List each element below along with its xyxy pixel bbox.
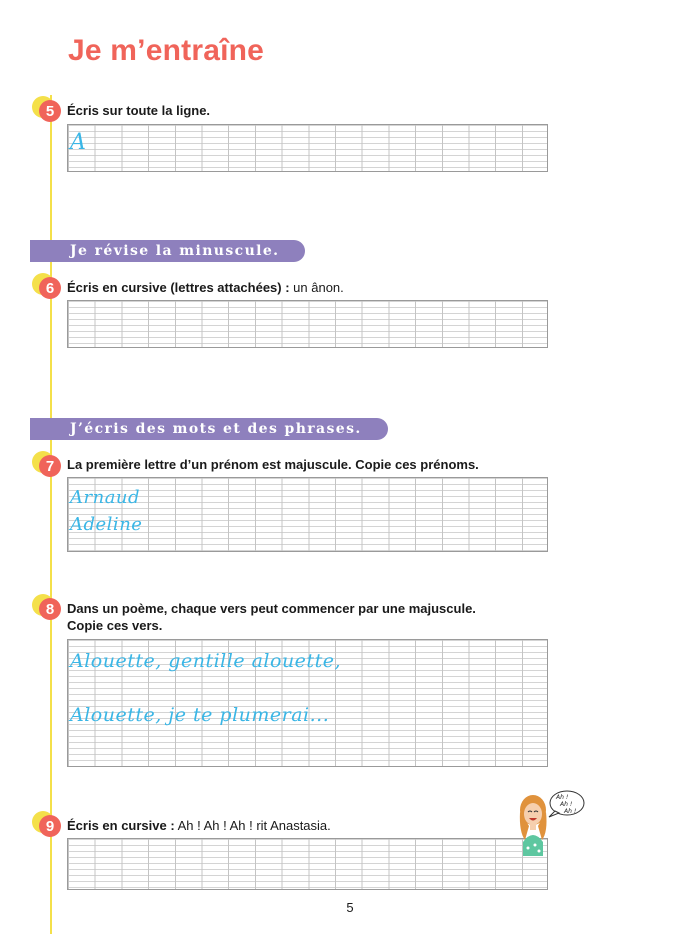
speech-bubble-text-2: Ah ! xyxy=(560,801,573,808)
margin-line xyxy=(50,95,52,934)
exercise-7-badge: 7 xyxy=(39,455,61,477)
exercise-6-instruction-text: un ânon. xyxy=(289,280,344,295)
exercise-9-instruction-text: Ah ! Ah ! Ah ! rit Anastasia. xyxy=(174,818,331,833)
exercise-8-model-verse-1: Alouette, gentille alouette, xyxy=(70,650,341,672)
exercise-9-writing-grid[interactable] xyxy=(67,838,548,890)
exercise-9-instruction-bold: Écris en cursive : xyxy=(67,818,175,833)
page-number: 5 xyxy=(346,900,354,915)
exercise-8-instruction-line-1: Dans un poème, chaque vers peut commencer par une majuscule. xyxy=(67,601,476,616)
speech-bubble-text-3: Ah ! xyxy=(564,808,577,815)
exercise-7-model-word-2: Adeline xyxy=(70,514,143,535)
page-title: Je m’entraîne xyxy=(68,34,265,67)
exercise-5-badge-wrap xyxy=(39,100,61,122)
girl-laughing-illustration xyxy=(515,790,590,856)
exercise-9-instruction xyxy=(67,817,331,834)
section-band-mots-phrases: J’écris des mots et des phrases. xyxy=(30,418,388,440)
exercise-5-model-letter: A xyxy=(70,130,87,155)
exercise-6-badge-wrap xyxy=(39,277,61,299)
exercise-7-instruction-bold: La première lettre d’un prénom est majuscule. Copie ces prénoms. xyxy=(67,457,479,472)
exercise-6-instruction xyxy=(67,279,344,296)
exercise-8-model-verse-2: Alouette, je te plumerai... xyxy=(70,704,330,726)
exercise-6-writing-grid[interactable] xyxy=(67,300,548,348)
exercise-5-writing-grid[interactable] xyxy=(67,124,548,172)
speech-bubble-text-1: Ah ! xyxy=(556,794,569,801)
exercise-9-badge-wrap xyxy=(39,815,61,837)
section-band-minuscule: Je révise la minuscule. xyxy=(30,240,305,262)
exercise-8-badge-wrap xyxy=(39,598,61,620)
exercise-6-badge: 6 xyxy=(39,277,61,299)
exercise-7-badge-wrap xyxy=(39,455,61,477)
exercise-8-badge: 8 xyxy=(39,598,61,620)
exercise-9-badge: 9 xyxy=(39,815,61,837)
exercise-8-instruction-line-2: Copie ces vers. xyxy=(67,618,163,633)
exercise-5-badge: 5 xyxy=(39,100,61,122)
exercise-7-instruction xyxy=(67,456,479,473)
exercise-6-instruction-bold: Écris en cursive (lettres attachées) : xyxy=(67,280,290,295)
exercise-8-instruction xyxy=(67,600,476,634)
exercise-5-instruction-bold: Écris sur toute la ligne. xyxy=(67,103,211,118)
exercise-5-instruction xyxy=(67,102,210,119)
exercise-7-model-word-1: Arnaud xyxy=(70,487,141,508)
